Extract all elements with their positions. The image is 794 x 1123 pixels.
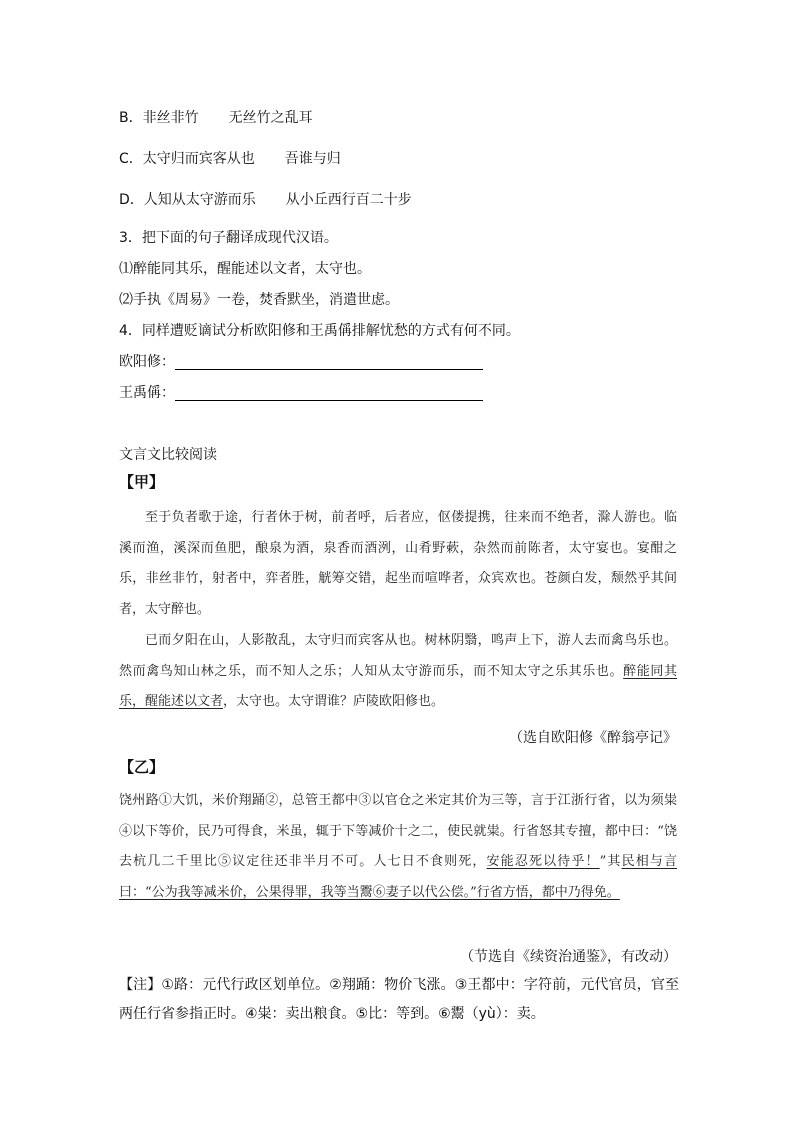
answer-blank-ouyangxiu[interactable] (175, 355, 483, 370)
option-d-right: 从小丘西行百二十步 (285, 192, 412, 208)
option-b-left: B．非丝非竹 (119, 110, 199, 126)
question-3: 3．把下面的句子翻译成现代汉语。 (119, 230, 338, 246)
annotation-note: 【注】①路：元代行政区划单位。②翔踊：物价飞涨。③王都中：字符前，元代官员，官至两任行省参指正时。④粜：卖出粮食。⑤比：等到。⑥鬻（yù）：卖。 (119, 977, 679, 1022)
question-3-sentence-2: ⑵手执《周易》一卷，焚香默坐，消遣世虑。 (119, 292, 399, 308)
underlined-sentence: 醉能同其乐，醒能述以文者 (119, 663, 677, 710)
passage-jia-text-a: 已而夕阳在山，人影散乱，太守归而宾客从也。树林阴翳，鸣声上下，游人去而禽鸟乐也。然而禽鸟知山林之乐，而不知人之乐；人知从太守游而乐，而不知太守之乐其乐也。 (119, 632, 677, 679)
passage-jia-paragraph-2 (119, 626, 677, 718)
option-d (119, 192, 412, 208)
option-b-right: 无丝竹之乱耳 (228, 110, 313, 126)
passage-yi (119, 786, 677, 909)
section-title: 文言文比较阅读 (119, 447, 217, 463)
option-d-left: D．人知从太守游而乐 (119, 192, 256, 208)
underlined-sentence-1: 安能忍死以待乎！ (486, 854, 600, 870)
passage-jia-paragraph-1: 至于负者歌于途，行者休于树，前者呼，后者应，伛偻提携，往来而不绝者，滁人游也。临溪而渔，溪深而鱼肥，酿泉为酒，泉香而酒洌，山肴野蔌，杂然而前陈者，太守宴也。宴酣之乐，非丝非竹，射者中，弈者胜，觥筹交错，起坐而喧哗者，众宾欢也。苍颜白发，颓然乎其间者，太守醉也。 (119, 510, 677, 618)
passage-yi-label: 【乙】 (119, 758, 165, 776)
passage-yi-text-a: 饶州路①大饥，米价翔踊②，总管王都中③以官仓之米定其价为三等，言于江浙行省，以为须粜④以下等价，民乃可得食，米虽，辄于下等减价十之二，使民就粜。行省怒其专擅，都中曰：“饶去杭几二千里比⑤议定往还非半月不可。人七日不食则死， (119, 793, 677, 870)
passage-jia-text-b: ，太守也。太守谓谁？庐陵欧阳修也。 (223, 694, 445, 710)
option-b (119, 110, 313, 126)
question-4: 4．同样遭贬谪试分析欧阳修和王禹偁排解忧愁的方式有何不同。 (119, 323, 520, 339)
underlined-sentence-2: 民相与言曰：“公为我等减米价，公果得罪，我等当鬻⑥妻子以代公偿。”行省方悟，都中乃得免。 (119, 854, 677, 901)
passage-yi-paragraph (119, 786, 677, 909)
answer-line-ouyangxiu (119, 354, 483, 370)
question-3-sentence-1: ⑴醉能同其乐，醒能述以文者，太守也。 (119, 261, 371, 277)
passage-yi-text-b: ”其 (599, 854, 622, 870)
option-c (119, 151, 341, 167)
passage-yi-source: （节选自《续资治通鉴》，有改动） (460, 949, 677, 965)
passage-jia-label: 【甲】 (119, 473, 165, 491)
answer-blank-wangyucheng[interactable] (175, 386, 483, 401)
passage-jia (119, 503, 677, 718)
answer-label-wangyucheng: 王禹偁： (119, 385, 175, 401)
passage-jia-source: （选自欧阳修《醉翁亭记》 (509, 730, 677, 746)
option-c-right: 吾谁与归 (284, 151, 341, 167)
answer-label-ouyangxiu: 欧阳修： (119, 354, 175, 370)
option-c-left: C．太守归而宾客从也 (119, 151, 255, 167)
answer-line-wangyucheng (119, 385, 483, 401)
